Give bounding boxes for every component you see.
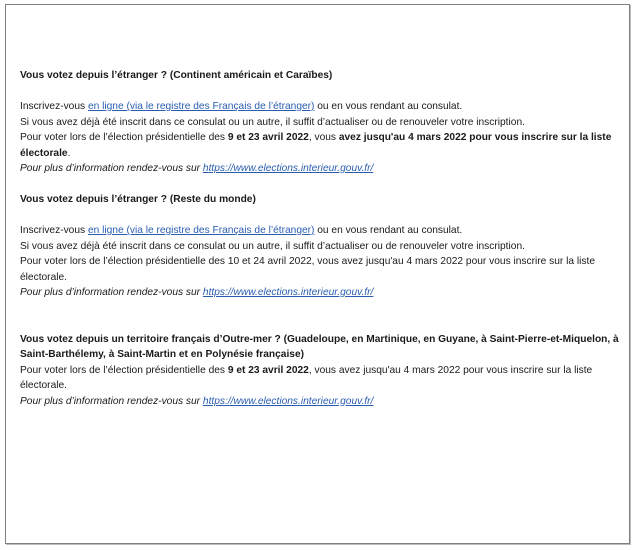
register-paragraph <box>20 223 624 239</box>
info-prefix: Pour plus d’information rendez-vous sur <box>20 287 203 298</box>
elections-website-link[interactable]: https://www.elections.interieur.gouv.fr/ <box>202 163 374 174</box>
info-paragraph <box>20 394 624 410</box>
spacer <box>20 84 624 100</box>
info-prefix: Pour plus d’information rendez-vous sur <box>20 395 203 407</box>
spacer <box>20 301 624 332</box>
vote-paragraph <box>20 363 624 394</box>
elections-website-link[interactable]: https://www.elections.interieur.gouv.fr/ <box>202 395 374 407</box>
section-heading-americas: Vous votez depuis l’étranger ? (Continent américain et Caraïbes) <box>20 70 333 81</box>
elections-website-link[interactable]: https://www.elections.interieur.gouv.fr/ <box>202 287 374 298</box>
section-heading-rest-of-world: Vous votez depuis l’étranger ? (Reste du monde) <box>20 194 256 205</box>
vote-prefix: Pour voter lors de l’élection présidentielle des <box>20 364 228 376</box>
spacer <box>20 177 624 193</box>
vote-deadline: avez jusqu'au 4 mars 2022 pour vous inscrire sur la liste électorale <box>20 132 612 159</box>
info-paragraph <box>20 161 624 177</box>
info-paragraph <box>20 285 624 301</box>
renew-paragraph: Si vous avez déjà été inscrit dans ce consulat ou un autre, il suffit d’actualiser ou de renouveler votre inscription. <box>20 240 525 252</box>
vote-suffix: . <box>67 147 71 159</box>
register-paragraph <box>20 99 624 115</box>
section-heading-overseas: Vous votez depuis un territoire français d’Outre-mer ? (Guadeloupe, en Martinique, en Guyane, à Saint-Pierre-et-Miquelon, à Saint-Barthélemy, à Saint-Martin et en Polynésie française) <box>20 333 619 360</box>
vote-suffix: , vous avez jusqu'au 4 mars 2022 pour vous inscrire sur la liste électorale. <box>20 364 593 391</box>
spacer <box>20 208 624 224</box>
vote-paragraph: Pour voter lors de l’élection présidentielle des 10 et 24 avril 2022, vous avez jusqu'au 4 mars 2022 pour vous inscrire sur la liste électorale. <box>20 256 596 283</box>
register-prefix: Inscrivez-vous <box>20 225 88 236</box>
vote-dates: 9 et 23 avril 2022 <box>227 132 309 143</box>
renew-paragraph: Si vous avez déjà été inscrit dans ce consulat ou un autre, il suffit d’actualiser ou de renouveler votre inscription. <box>20 116 525 128</box>
document-body <box>20 68 624 409</box>
online-registration-link[interactable]: en ligne (via le registre des Français de l’étranger) <box>87 225 315 236</box>
vote-prefix: Pour voter lors de l’élection présidentielle des <box>20 132 228 143</box>
info-prefix: Pour plus d’information rendez-vous sur <box>20 163 203 174</box>
online-registration-link[interactable]: en ligne (via le registre des Français de l’étranger) <box>87 101 315 112</box>
register-suffix: ou en vous rendant au consulat. <box>314 225 463 236</box>
document-frame <box>5 4 630 544</box>
vote-middle: , vous <box>308 132 339 143</box>
vote-dates: 9 et 23 avril 2022 <box>227 364 309 376</box>
register-prefix: Inscrivez-vous <box>20 101 88 112</box>
vote-paragraph <box>20 130 624 161</box>
register-suffix: ou en vous rendant au consulat. <box>314 101 463 112</box>
